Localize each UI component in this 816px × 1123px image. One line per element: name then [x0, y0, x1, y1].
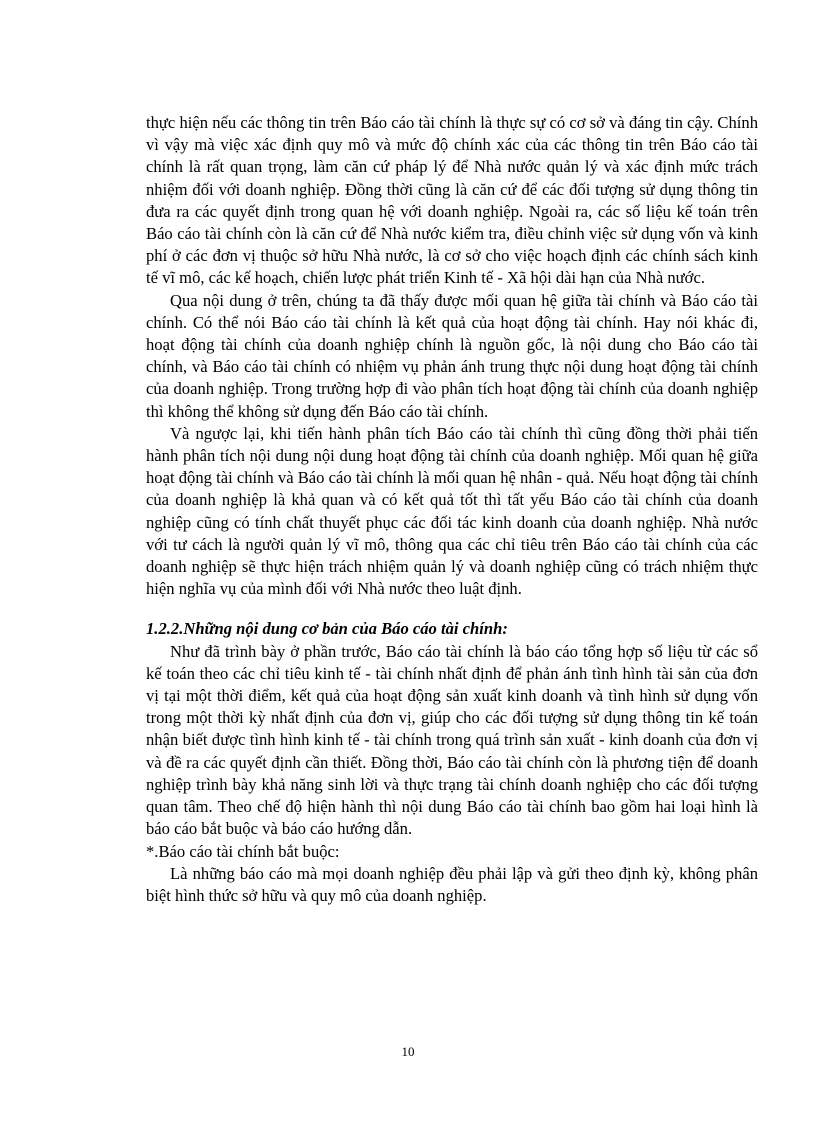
subheading-mandatory-reports: *.Báo cáo tài chính bắt buộc: — [146, 841, 340, 861]
paragraph-mandatory-definition: Là những báo cáo mà mọi doanh nghiệp đều phải lập và gửi theo định kỳ, không phân biệt hình thức sở hữu và quy mô của doanh nghiệp. — [146, 863, 758, 905]
paragraph-relationship: Qua nội dung ở trên, chúng ta đã thấy được mối quan hệ giữa tài chính và Báo cáo tài chính. Có thể nói Báo cáo tài chính là kết quả của hoạt động tài chính. Hay nói khác đi, hoạt động tài chính của doanh nghiệp chính là nguồn gốc, là nội dung cho Báo cáo tài chính, và Báo cáo tài chính có nhiệm vụ phản ánh trung thực nội dung hoạt động tài chính của doanh nghiệp. Trong trường hợp đi vào phân tích hoạt động tài chính của doanh nghiệp thì không thể không sử dụng đến Báo cáo tài chính. — [146, 290, 758, 421]
section-heading: 1.2.2.Những nội dung cơ bản của Báo cáo tài chính: — [146, 619, 508, 639]
paragraph-section-intro: Như đã trình bày ở phần trước, Báo cáo tài chính là báo cáo tổng hợp số liệu từ các sổ kế toán theo các chỉ tiêu kinh tế - tài chính nhất định để phản ánh tình hình tài sản của đơn vị tại một thời điểm, kết quả của hoạt động sản xuất kinh doanh và tình hình sử dụng vốn trong một thời kỳ nhất định của đơn vị, giúp cho các đối tượng sử dụng thông tin kế toán nhận biết được tình hình kinh tế - tài chính trong quá trình sản xuất - kinh doanh của đơn vị và đề ra các quyết định cần thiết. Đồng thời, Báo cáo tài chính còn là phương tiện để doanh nghiệp trình bày khả năng sinh lời và thực trạng tài chính doanh nghiệp cho các đối tượng quan tâm. Theo chế độ hiện hành thì nội dung Báo cáo tài chính bao gồm hai loại hình là báo cáo bắt buộc và báo cáo hướng dẫn. — [146, 641, 758, 839]
document-page — [146, 112, 758, 907]
page-number: 10 — [401, 1044, 415, 1059]
paragraph-cause-effect: Và ngược lại, khi tiến hành phân tích Báo cáo tài chính thì cũng đồng thời phải tiến hành phân tích nội dung nội dung hoạt động tài chính của doanh nghiệp. Mối quan hệ giữa hoạt động tài chính và Báo cáo tài chính là mối quan hệ nhân - quả. Nếu hoạt động tài chính của doanh nghiệp là khả quan và có kết quả tốt thì tất yếu Báo cáo tài chính của doanh nghiệp cũng có tính chất thuyết phục các đối tác kinh doanh của doanh nghiệp. Nhà nước với tư cách là người quản lý vĩ mô, thông qua các chỉ tiêu trên Báo cáo tài chính của các doanh nghiệp sẽ thực hiện trách nhiệm quản lý và doanh nghiệp cũng có trách nhiệm thực hiện nghĩa vụ của mình đối với Nhà nước theo luật định. — [146, 423, 758, 599]
paragraph-continuation: thực hiện nếu các thông tin trên Báo cáo tài chính là thực sự có cơ sở và đáng tin cậy. Chính vì vậy mà việc xác định quy mô và mức độ chính xác của các thông tin trên Báo cáo tài chính là rất quan trọng, làm căn cứ pháp lý để Nhà nước quản lý và xác định mức trách nhiệm đối với doanh nghiệp. Đồng thời cũng là căn cứ để các đối tượng sử dụng thông tin đưa ra các quyết định trong quan hệ với doanh nghiệp. Ngoài ra, các số liệu kế toán trên Báo cáo tài chính còn là căn cứ để Nhà nước kiểm tra, điều chỉnh việc sử dụng vốn và kinh phí ở các đơn vị thuộc sở hữu Nhà nước, là cơ sở cho việc hoạch định các chính sách kinh tế vĩ mô, các kế hoạch, chiến lược phát triển Kinh tế - Xã hội dài hạn của Nhà nước. — [146, 113, 758, 288]
